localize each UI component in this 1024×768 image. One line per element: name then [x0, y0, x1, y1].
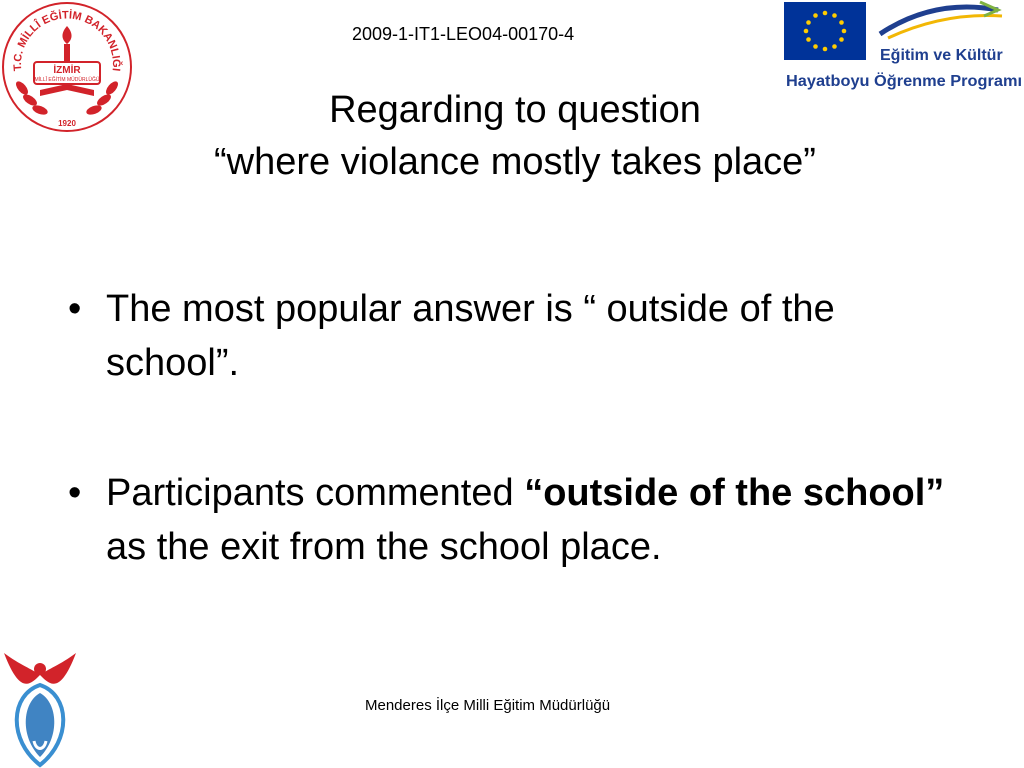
bullet-item	[60, 466, 960, 574]
bullet-icon: •	[68, 288, 82, 330]
bullet-text-bold: “outside of the school”	[524, 472, 945, 514]
bullet-text-suffix: as the exit from the school place.	[106, 526, 662, 568]
bullet-text-prefix: Participants commented	[106, 472, 525, 514]
bullet-text: The most popular answer is “ outside of the school”.	[106, 288, 835, 384]
bullet-item	[60, 282, 960, 390]
meb-center-subtext: MİLLÎ EĞİTİM MÜDÜRLÜĞÜ	[34, 77, 100, 83]
tulip-logo	[0, 645, 80, 768]
meb-ring-text: T.C. MİLLÎ EĞİTİM BAKANLIĞI	[11, 9, 123, 72]
title-line-1: Regarding to question	[329, 89, 701, 131]
meb-center-text: İZMİR	[53, 65, 81, 76]
bullet-icon: •	[68, 472, 82, 514]
bullet-list	[60, 282, 960, 574]
footer-text: Menderes İlçe Milli Eğitim Müdürlüğü	[365, 697, 611, 714]
title-line-2: “where violance mostly takes place”	[214, 141, 816, 183]
eu-line2: Hayatboyu Öğrenme Programı	[786, 73, 1018, 90]
project-code: 2009-1-IT1-LEO04-00170-4	[352, 24, 575, 44]
eu-line1: Eğitim ve Kültür	[880, 47, 1003, 64]
slide-title	[80, 84, 950, 188]
eu-llp-logo	[784, 0, 1024, 96]
meb-year: 1920	[58, 119, 76, 128]
